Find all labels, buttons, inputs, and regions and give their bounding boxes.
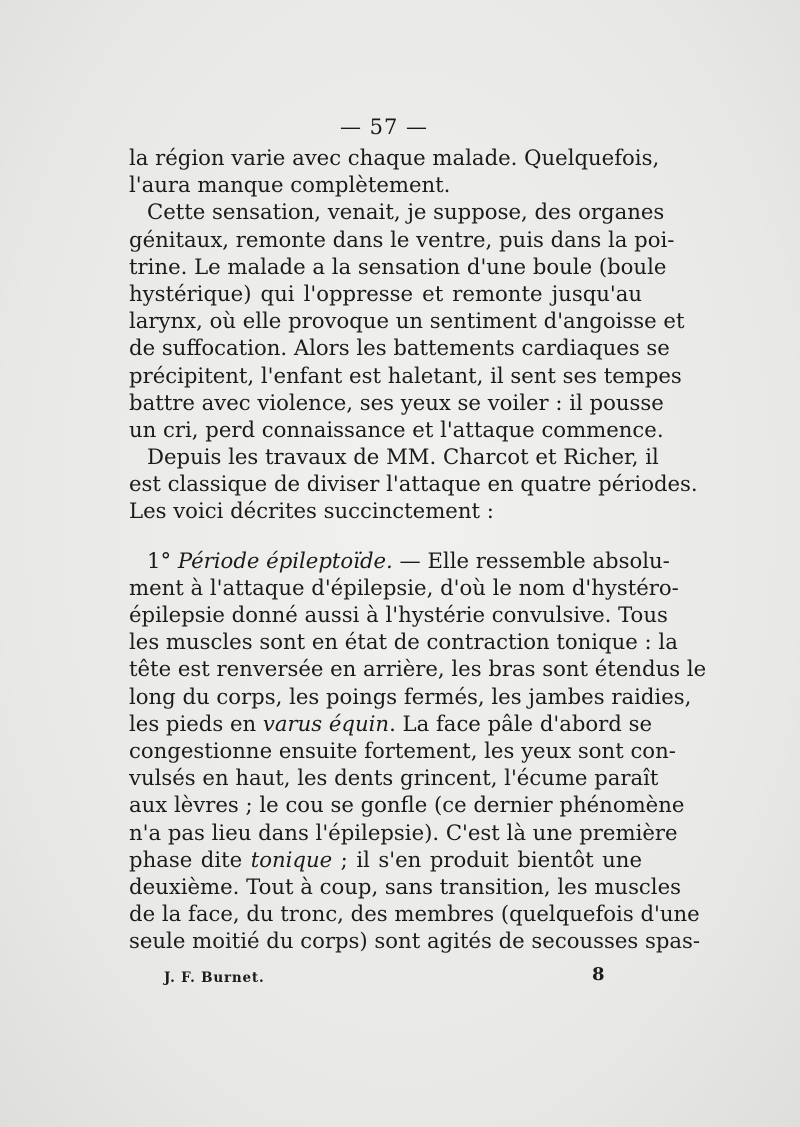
text-line [129,416,664,443]
text-segment: un cri, perd connaissance et l'attaque commence. [129,416,664,442]
text-segment: battre avec violence, ses yeux se voiler : il pousse [129,389,664,415]
italic-term: varus équin [262,710,390,736]
text-segment: larynx, où elle provoque un sentiment d'angoisse et [129,308,685,334]
text-segment: hystérique) qui l'oppresse et remonte jusqu'au [129,280,642,306]
italic-term: Période épileptoïde. [177,547,393,573]
text-line [129,710,653,737]
text-segment: de la face, du tronc, des membres (quelquefois d'une [129,901,700,927]
text-segment: génitaux, remonte dans le ventre, puis dans la poi- [129,226,675,252]
text-line [129,683,692,710]
text-line [129,628,678,655]
text-line [129,198,665,225]
text-segment: Cette sensation, venait, je suppose, des organes [147,199,665,225]
text-line [129,470,698,497]
page-number: — 57 — [339,115,429,139]
text-segment: ; il s'en produit bientôt une [332,846,642,872]
text-line [129,389,664,416]
text-segment: est classique de diviser l'attaque en quatre périodes. [129,471,698,497]
text-line [129,547,670,574]
text-line [129,737,676,764]
italic-term: tonique [250,846,333,872]
text-segment: long du corps, les poings fermés, les jambes raidies, [129,683,692,709]
text-line [129,574,679,601]
text-segment: deuxième. Tout à coup, sans transition, les muscles [129,873,681,899]
text-line [129,307,685,334]
text-segment: — Elle ressemble absolu- [392,547,670,573]
text-segment: phase dite [129,846,251,872]
section-number: 1° [147,547,178,573]
text-segment: Depuis les travaux de MM. Charcot et Richer, il [147,444,659,470]
text-line [129,334,670,361]
text-line [129,443,659,470]
signature-author: J. F. Burnet. [164,970,265,986]
text-line [129,655,707,682]
text-line [129,226,675,253]
text-segment: vulsés en haut, les dents grincent, l'écume paraît [129,765,659,791]
text-line [129,601,668,628]
text-segment: n'a pas lieu dans l'épilepsie). C'est là une première [129,819,678,845]
text-segment: précipitent, l'enfant est haletant, il sent ses tempes [129,362,682,388]
text-line [129,873,681,900]
text-line [129,900,700,927]
text-line [129,144,660,171]
text-line [129,927,701,954]
text-line [129,497,642,524]
body-text [129,144,707,954]
text-line [129,362,682,389]
text-segment: seule moitié du corps) sont agités de secousses spas- [129,928,701,954]
text-segment: . La face pâle d'abord se [389,710,653,736]
text-segment: de suffocation. Alors les battements cardiaques se [129,335,670,361]
text-line [129,791,685,818]
text-segment: épilepsie donné aussi à l'hystérie convulsive. Tous [129,602,668,627]
text-segment: Les voici décrites succinctement : [129,498,494,524]
text-line [129,171,642,198]
text-segment: l'aura manque complètement. [129,172,451,198]
text-segment: trine. Le malade a la sensation d'une boule (boule [129,253,667,279]
text-line [129,280,642,307]
text-segment: congestionne ensuite fortement, les yeux sont con- [129,737,676,763]
text-segment: les muscles sont en état de contraction tonique : la [129,629,678,655]
text-line [129,846,642,873]
text-segment: les pieds en [129,710,263,736]
text-segment: aux lèvres ; le cou se gonfle (ce dernier phénomène [129,792,685,818]
text-line [129,253,667,280]
text-segment: la région varie avec chaque malade. Quelquefois, [129,145,660,170]
text-segment: ment à l'attaque d'épilepsie, d'où le nom d'hystéro- [129,574,679,600]
text-segment: tête est renversée en arrière, les bras sont étendus le [129,656,707,682]
text-line [129,764,659,791]
text-line [129,819,678,846]
signature-number: 8 [592,964,605,985]
paragraph-gap [129,525,642,547]
